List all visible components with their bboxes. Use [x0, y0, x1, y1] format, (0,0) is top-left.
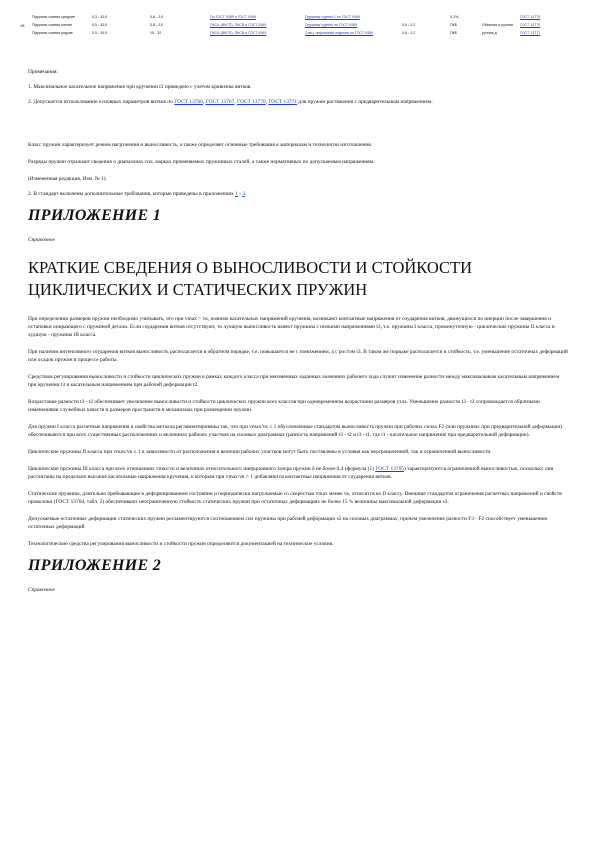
note-2: 2. Допускается использование основных параметров витков по ГОСТ 13766, ГОСТ 13767, ГОСТ 13770, ГОСТ 13771 для пружин растяжения с предварительным напряжением. [28, 99, 433, 105]
appendix-1-paragraph: Циклические пружины II класса при vmax/vк ≤ 1 в зависимости от расположения и величин рабочих участков могут быть поставлены в условия как неограниченной, так и ограниченной выносливости. [28, 449, 492, 455]
note-2-suffix: для пружин растяжения с предварительным напряжением. [298, 99, 433, 105]
gost-link[interactable]: ГОСТ 13765 [375, 466, 404, 472]
table-cell-link[interactable]: ГОСТ 13770 [520, 23, 541, 27]
appendix-link[interactable]: 1 [235, 191, 238, 197]
item-2 [28, 190, 568, 198]
table-cell: ручная д [482, 31, 497, 35]
table-cell: Пружины сжатия средние [32, 15, 75, 19]
appendix-link[interactable]: 3 [242, 191, 246, 197]
edition-note: (Измененная редакция, Изм. № 1). [28, 176, 107, 182]
table-cell-link[interactable]: По ГОСТ 9389 и ГОСТ 9389 [210, 15, 256, 19]
table-cell: ПКБ [450, 31, 458, 35]
appendix-1-title-line-2: ЦИКЛИЧЕСКИХ И СТАТИЧЕСКИХ ПРУЖИН [28, 280, 368, 299]
appendix-1-heading: ПРИЛОЖЕНИЕ 1 [28, 207, 162, 224]
appendix-1-paragraph: Для пружин I класса расчетные напряжения и свойства металла регламентированы так, что при vmax/vк ≤ 1 обусловленные стандартом выносливость пружин при рабочих силах F2 (или пружинах при предварительной деформации) обеспечиваются при всех существенных расположениях и величинах рабочих участков на силовых диаграммах (разность напряжений t3 - t2 и t3 - t1, где t1 - касательное напряжение при предварительной деформации). [28, 424, 563, 438]
table-row [20, 15, 580, 23]
appendix-1-paragraph: При наличии интенсивного соударения витков выносливость располагается в обратном порядке, т.е. повышается не с понижением, а с ростом t3. В таком же порядке располагается и стойкость, т.е. уменьшение остаточных деформаций или осадок пружин в процессе работы. [28, 349, 568, 363]
gost-link[interactable]: ГОСТ 13766 [174, 99, 203, 105]
table-cell-link[interactable]: Пружины группы 1 по ГОСТ 9389 [305, 15, 361, 19]
appendix-1-paragraph: При определении размеров пружин необходимо учитывать, что при vmax > vк, помимо касательных напряжений кручения, возникают контактные напряжения от соударения витков, движущихся по инерции после завершения и остановки опирающего с пружиной детали. Если соударения витков отсутствуют, то лучшую выносливость имеют пружины с низкими напряжениями t3, т.е. пружины I класса, промежуточную - циклические пружины II класса и худшую - пружины III класса. [28, 316, 555, 338]
table-cell: 0,8 - 2,0 [150, 23, 164, 27]
table-cell: 0,6 - 1,2 [402, 23, 416, 27]
appendix-1-p7-suffix: ) характеризуются ограниченной выносливостью, поскольку они рассчитаны на предельно высокие касательные напряжения кручения, к которым при vmax/vк > 1 добавляются контактные напряжения от соударения витков. [28, 466, 554, 480]
table-cell: 0,2%- [450, 15, 460, 19]
table-cell: 0,8 - 2,0 [150, 15, 164, 19]
appendix-1-title [28, 257, 568, 301]
appendix-1-paragraph: Технологические средства регулирования выносливости и стойкости пружин определяются документацией на технические условия. [28, 541, 334, 547]
table-row [20, 31, 580, 39]
appendix-1-paragraph: Допускаемые остаточные деформации статических пружин регламентируются соотношением сил пружины при рабочей деформации s2 на силовых диаграммах, причем увеличение разности F3 - F2 способствует уменьшению остаточных деформаций. [28, 516, 548, 530]
item-2-text: 2. В стандарт включены дополнительные требования, которые приведены в приложениях [28, 191, 234, 197]
appendix-1-paragraph [28, 465, 568, 481]
table-cell: 0,6 - 1,2 [402, 31, 416, 35]
appendix-2-kind: Справочное [28, 587, 55, 593]
note-2-prefix: 2. Допускается использование основных параметров витков по [28, 99, 173, 105]
appendix-1-kind: Справочное [28, 237, 55, 243]
table-cell-link[interactable]: ГОСТ 13771 [520, 31, 541, 35]
appendix-1-p7-prefix: Циклические пружины III класса при всех отношениях vmax/vк и величинах относительного инерционного зазора пружин δ не более 0,4 (формула (1) [28, 466, 374, 472]
table-cell: 0,5 - 10,0 [92, 31, 108, 35]
table-cell-link[interactable]: Пружины группы по ГОСТ 9389 [305, 23, 358, 27]
table-cell: Обычная и ручная [482, 23, 513, 27]
gost-link[interactable]: ГОСТ 13770 [236, 99, 266, 105]
note-1: 1. Максимальное касательное напряжение при кручении t3 приведено с учетом кривизны витков. [28, 84, 252, 90]
table-cell: Пружины сжатия редкие [32, 31, 73, 35]
paragraph-class: Класс пружин характеризует режим нагружения и выносливость, а также определяет основные требования к материалам и технологии изготовления. [28, 142, 373, 148]
appendix-1-paragraph: Средством регулирования выносливости и стойкости циклических пружин в рамках каждого класса при неизменных заданных значениях рабочего хода служит изменение разности между максимальным касательным напряжением при кручении t3 и касательным напряжением при рабочей деформации t2. [28, 374, 560, 388]
table-cell: 0,3 - 10,0 [92, 15, 108, 19]
document-body [28, 68, 568, 607]
table-cell: Пружины сжатия легкие [32, 23, 73, 27]
item-2-dash: - [239, 191, 241, 197]
table-cell-link[interactable]: Спец. пружинные изделия по ГОСТ 9389 [305, 31, 374, 35]
table-cell-link[interactable]: ПКСА (ВКСП), ПКСВ и ГОСТ 9389 [210, 31, 267, 35]
notes-title: Примечания: [28, 69, 58, 75]
table-cell: 0,5 - 10,0 [92, 23, 108, 27]
table-cell-link[interactable]: ГОСТ 13770 [520, 15, 541, 19]
table-cell: ПКБ [450, 23, 458, 27]
parameters-table [20, 15, 580, 39]
item-2-end: . [245, 191, 247, 197]
table-cell-link[interactable]: ПКСА (ВКСП), ПКСВ и ГОСТ 9389 [210, 23, 267, 27]
paragraph-rank: Разряды пружин отражают сведения о диапазонах сил, марках применяемых пружинных сталей, а также нормативных по допускаемым напряжениям. [28, 159, 375, 165]
table-cell: 10 - 32 [150, 31, 162, 35]
gost-link[interactable]: ГОСТ 13767 [205, 99, 235, 105]
table-row-number: 18 [20, 23, 25, 28]
appendix-2-heading: ПРИЛОЖЕНИЕ 2 [28, 557, 162, 574]
appendix-1-title-line-1: КРАТКИЕ СВЕДЕНИЯ О ВЫНОСЛИВОСТИ И СТОЙКОСТИ [28, 258, 472, 277]
table-row [20, 23, 580, 31]
appendix-1-paragraph: Статические пружины, длительно пребывающие в деформированном состоянии и периодически нагружаемые со скоростью vmax менее vк, относятся ко II классу. Внешние стандартом ограничения расчетных напряжений и свойств проволоки (ГОСТ 13764, табл. 2) обеспечивают неограниченную стойкость статических пружин при остаточных деформациях не более 15 % величины максимальной деформации s3. [28, 491, 562, 505]
appendix-1-paragraph: Возрастание разности t3 - t2 обеспечивает увеличение выносливости и стойкости циклических пружин всех классов при одновременном возрастании размеров узла. Уменьшение разности t3 - t2 сопровождается обратными изменениями служебных качеств и размеров пространств в механизмах при размещении пружин. [28, 399, 540, 413]
gost-link[interactable]: ГОСТ 13771 [268, 99, 297, 105]
